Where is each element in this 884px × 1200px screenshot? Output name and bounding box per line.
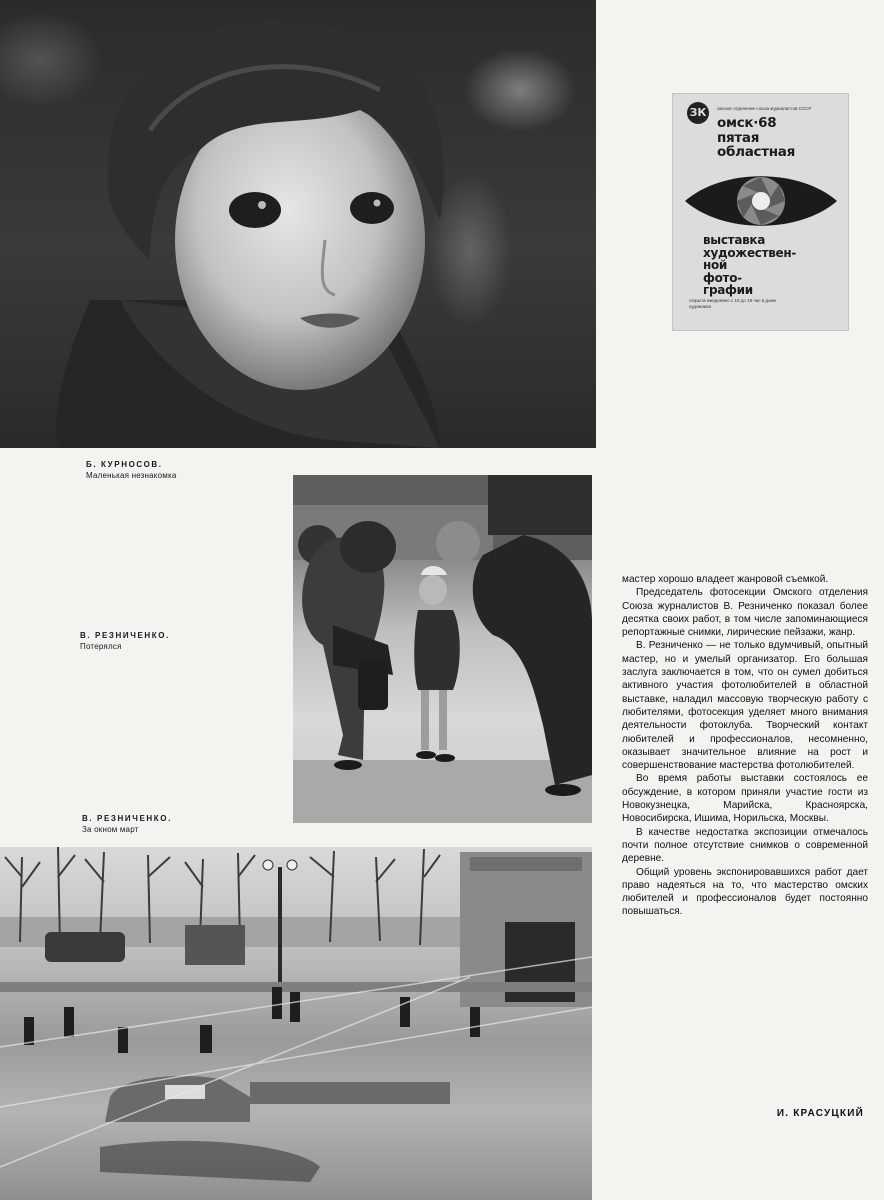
eye-aperture-icon	[683, 172, 839, 230]
caption-author: В. РЕЗНИЧЕНКО.	[82, 814, 172, 823]
caption-title: За окном март	[82, 825, 139, 834]
poster-organization: омское отделение союза журналистов СССР	[717, 106, 812, 111]
article-paragraph: В. Резниченко — не только вдумчивый, опытный мастер, но и умелый организатор. Его большая заслуга заключается в том, что он сумел добиться активного участия фотолюбителей в областной выставке, наладил массовую творческую работу с любителями, фотосекция уделяет много внимания деятельности фотоклуба. Творческий контакт любителей и профессионалов, несомненно, оказывает значительное влияние на рост и совершенствование мастерства фотолюбителей.	[622, 640, 868, 772]
caption-author: Б. КУРНОСОВ.	[86, 460, 163, 469]
poster-subtitle: выставка художествен- ной фото- графии	[703, 233, 797, 297]
exhibition-poster	[673, 94, 848, 330]
article-signature: И. КРАСУЦКИЙ	[776, 1108, 864, 1119]
caption-photo-girl	[86, 459, 176, 481]
photo-little-stranger	[0, 0, 596, 448]
photo-lost-child	[293, 475, 592, 823]
caption-photo-lost	[80, 630, 170, 652]
march-street-image	[0, 847, 592, 1200]
portrait-girl-image	[0, 0, 596, 448]
article-paragraph: В качестве недостатка экспозиции отмечалось почти полное отсутствие снимков о современной деревне.	[622, 826, 868, 865]
article-paragraph: мастер хорошо владеет жанровой съемкой.	[622, 574, 829, 585]
article-paragraph: Председатель фотосекции Омского отделения Союза журналистов В. Резниченко показал более десятка своих работ, в том числе запоминающиеся репортажные снимки, лирические пейзажи, жанр.	[622, 587, 868, 639]
caption-author: В. РЕЗНИЧЕНКО.	[80, 631, 170, 640]
caption-title: Потерялся	[80, 642, 122, 651]
lost-child-image	[293, 475, 592, 823]
poster-logo-icon: ЗК	[687, 102, 709, 124]
photo-march-street	[0, 847, 592, 1200]
poster-title: омск·68 пятая областная	[717, 115, 795, 160]
poster-opening-hours: открыта ежедневно с 10 до 19 час в доме художника	[689, 298, 777, 309]
article-text	[622, 573, 868, 919]
article-paragraph: Во время работы выставки состоялось ее обсуждение, в котором приняли участие гости из Новокузнецка, Марийска, Красноярска, Новосибирска, Ишима, Норильска, Москвы.	[622, 773, 868, 825]
caption-title: Маленькая незнакомка	[86, 471, 177, 480]
caption-photo-street	[82, 813, 172, 835]
article-paragraph: Общий уровень экспонировавшихся работ дает право надеяться на то, что мастерство омских любителей и профессионалов будет постоянно повышаться.	[622, 866, 868, 918]
